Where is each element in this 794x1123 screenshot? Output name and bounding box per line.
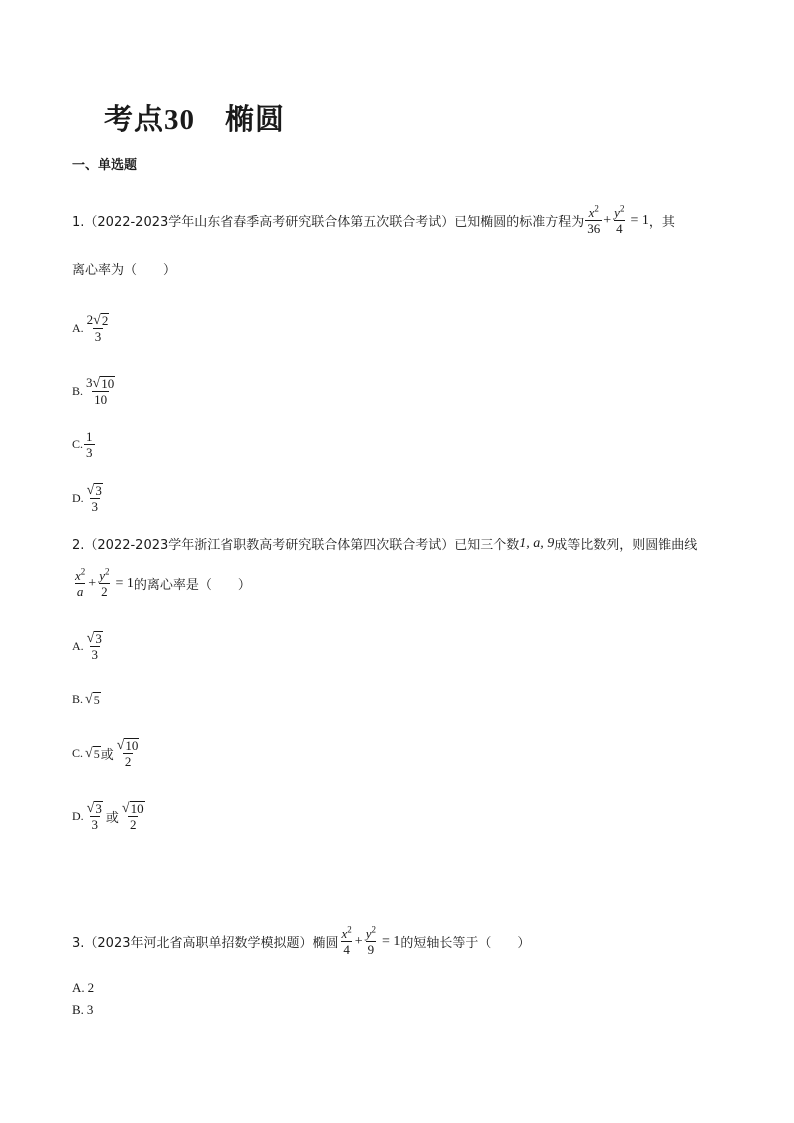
question-1-text: 1.（2022-2023学年山东省春季高考研究联合体第五次联合考试）已知椭圆的标准方程为	[72, 215, 585, 230]
q2-option-c[interactable]: C. √ 5 或 √ 10 2	[72, 738, 139, 769]
q1-option-a[interactable]: A. 2 √ 2 3	[72, 312, 109, 344]
q3-option-a[interactable]: A. 2	[72, 980, 95, 995]
q1-frac-x: $\frac{x^2}{36}$	[587, 203, 601, 236]
question-2: 2.（2022-2023学年浙江省职教高考研究联合体第四次联合考试）已知三个数 1, a, 9 成等比数列，则圆锥曲线	[72, 535, 698, 553]
question-1-line2: 离心率为（ ）	[72, 263, 177, 278]
q2-option-a[interactable]: A. √ 3 3	[72, 631, 102, 662]
q2-frac-x: $\frac{x^2}{a}$	[75, 566, 86, 599]
q1-frac-y: $\frac{y^2}{4}$	[614, 203, 625, 236]
q3-frac-x: $\frac{x^2}{4}$	[341, 924, 352, 957]
q1-option-b[interactable]: B. 3 √ 10 10	[72, 375, 115, 407]
question-1: 1.（2022-2023学年山东省春季高考研究联合体第五次联合考试）已知椭圆的标准方程为 $\frac{x^2}{36}$ + $\frac{y^2}{4}$ = 1 ，其	[72, 203, 675, 236]
q1-option-c[interactable]: C. $\frac{1}{3}$	[72, 429, 93, 460]
q2-sequence: 1, a, 9	[519, 535, 555, 551]
q3-frac-y: $\frac{y^2}{9}$	[365, 924, 376, 957]
q1-option-d[interactable]: D. √ 3 3	[72, 483, 102, 514]
title-number: 30	[164, 104, 196, 136]
question-2-line2: $\frac{x^2}{a}$ + $\frac{y^2}{2}$ = 1 的离心率是（ ）	[75, 566, 251, 599]
title-topic: 椭圆	[225, 102, 286, 136]
q2-frac-y: $\frac{y^2}{2}$	[99, 566, 110, 599]
q2-option-d[interactable]: D. √ 3 3 或 √ 10 2	[72, 801, 144, 832]
q2-option-b[interactable]: B. √ 5	[72, 692, 100, 707]
question-3: 3.（2023年河北省高职单招数学模拟题）椭圆 $\frac{x^2}{4}$ + $\frac{y^2}{9}$ = 1 的短轴长等于（ ）	[72, 924, 531, 957]
question-2-text: 2.（2022-2023学年浙江省职教高考研究联合体第四次联合考试）已知三个数	[72, 538, 520, 553]
question-3-text: 3.（2023年河北省高职单招数学模拟题）椭圆	[72, 936, 339, 951]
section-heading: 一、单选题	[72, 158, 138, 173]
q3-option-b[interactable]: B. 3	[72, 1002, 94, 1017]
title-prefix: 考点	[104, 102, 165, 136]
page-title	[104, 97, 285, 138]
